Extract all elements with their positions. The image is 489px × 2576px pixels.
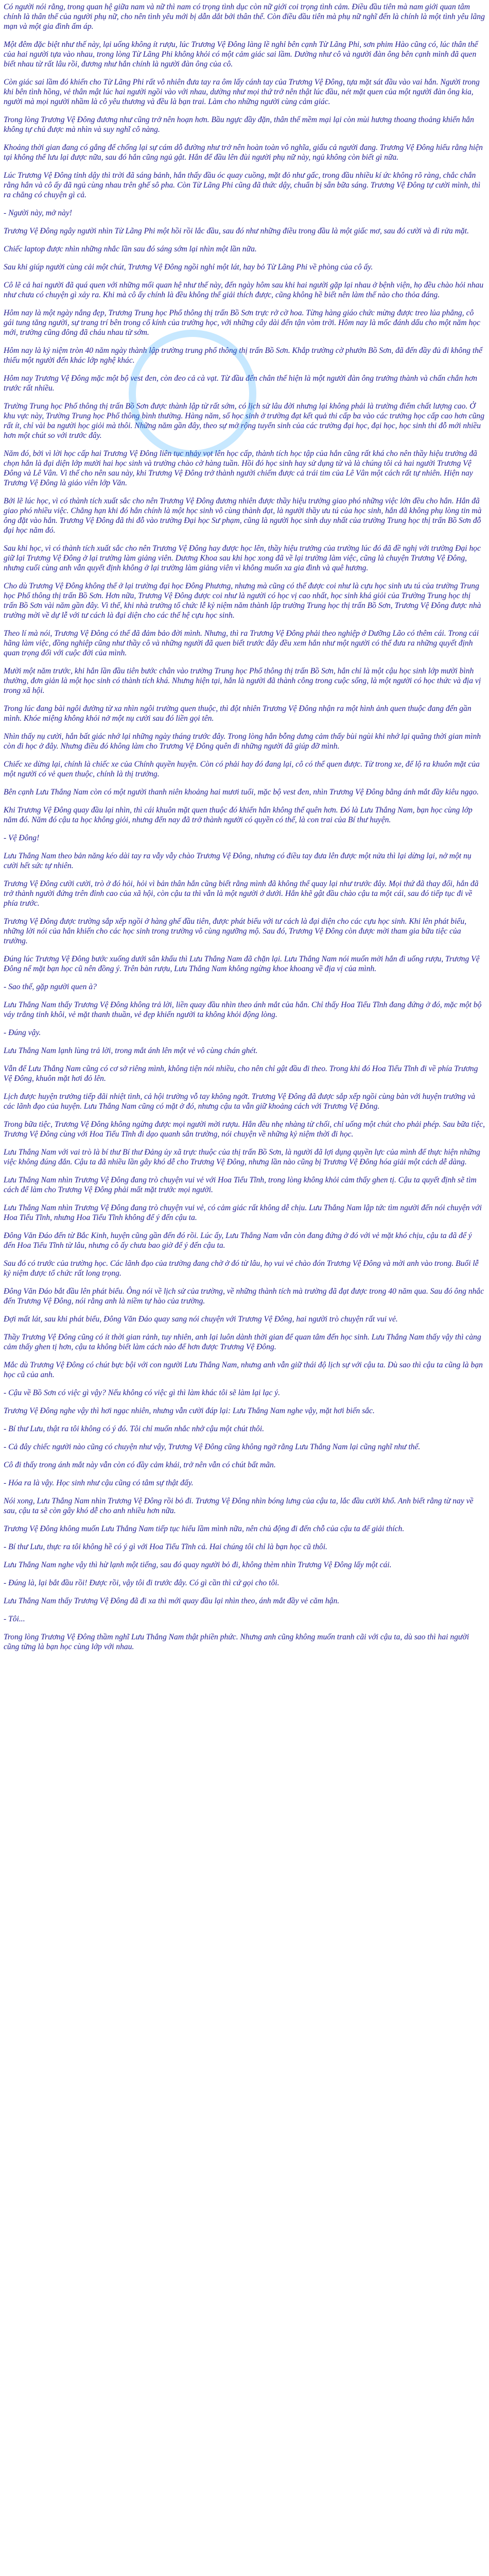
paragraph: Sau khi học, vì có thành tích xuất sắc cho nên Trương Vệ Đông hay được học lên, thầy hiệu trưởng của trường lúc đó đã đề nghị với trường Đại học giữ lại Trương Vệ Đông ở lại trường làm giảng viên. Dương Khoa sau khi học xong đã về lại trường làm việc, cũng là chuyện Trương Vệ Đông, nhưng cuối cùng anh vẫn quyết định không ở lại trường làm giảng viên vì không muốn xa gia đình và quê hương.	[4, 544, 481, 572]
paragraph: - Vệ Đông!	[4, 834, 40, 842]
paragraph: Sau khi giúp người cùng cải một chút, Trương Vệ Đông ngồi nghỉ một lát, hay bỏ Từ Lãng Phi về phòng của cô ấy.	[4, 263, 373, 272]
paragraph: Mười một năm trước, khi hắn lần đầu tiên bước chân vào trường Trung học Phổ thông thị trấn Bồ Sơn, hắn chỉ là một cậu học sinh lớp mười bình thường, đơn giản là một học sinh có thành tích khá. Nhưng hiện tại, hắn là người đã thành công trong cuộc sống, là một người có học thức và địa vị trong xã hội.	[4, 667, 481, 695]
paragraph: Trương Vệ Đông nghe vậy thì hơi ngạc nhiên, nhưng vẫn cười đáp lại: Lưu Thắng Nam nghe vậy, mặt hơi biến sắc.	[4, 1406, 375, 1415]
paragraph: - Cậu về Bồ Sơn có việc gì vậy? Nếu không có việc gì thì làm khác tôi sẽ làm lại lạc ý.	[4, 1388, 281, 1397]
paragraph: Trong lòng Trương Vệ Đông thầm nghĩ Lưu Thắng Nam thật phiền phức. Nhưng anh cũng không muốn tranh cãi với cậu ta, dù sao thì hai người cũng từng là bạn học cùng lớp với nhau.	[4, 1633, 469, 1651]
paragraph: Trương Vệ Đông ngây người nhìn Từ Lãng Phi một hồi rồi lắc đầu, sau đó như những điều trong đầu là một giấc mơ, sau đó cười và đi rửa mặt.	[4, 227, 469, 235]
paragraph: Lưu Thắng Nam thấy Trương Vệ Đông đã đi xa thì mới quay đầu lại nhìn theo, ánh mắt đầy vẻ căm hận.	[4, 1597, 340, 1605]
paragraph: Lưu Thắng Nam theo bản năng kéo dài tay ra vẫy vẫy chào Trương Vệ Đông, nhưng có điều tay đưa lên được một nửa thì lại dừng lại, nở một nụ cười hết sức tự nhiên.	[4, 852, 471, 870]
paragraph: Cô lẽ cả hai người đã quá quen với những mối quan hệ như thế này, đến ngày hôm sau khi hai người gặp lại nhau ở bệnh viện, họ đều chào hỏi nhau như chưa có chuyện gì xảy ra. Khi mà cô ấy chính là đều không thể giải thích được, cũng không hề biết nên làm thế nào cho thỏa đáng.	[4, 281, 484, 299]
paragraph: - Người này, mở này!	[4, 209, 72, 217]
paragraph: Theo lí mà nói, Trương Vệ Đông có thể đã đảm bảo đời mình. Nhưng, thì ra Trương Vệ Đông phải theo nghiệp ở Dưỡng Lão có thêm cái. Trong cái hãng làm việc, đồng nghiệp cũng như thầy cô và những người đã quen biết trước đây đều xem hắn như một người có thể đưa ra những quyết định quan trọng đối với cuộc đời của mình.	[4, 629, 479, 657]
paragraph: Vẫn để Lưu Thắng Nam cũng có cơ sở riêng mình, không tiện nói nhiều, cho nên chỉ gật đầu đi theo. Trong khi đó Hoa Tiểu Tĩnh đi về phía Trương Vệ Đông, khuôn mặt hơi đỏ lên.	[4, 1064, 478, 1083]
paragraph: - Bí thư Lưu, thực ra tôi không hề có ý gì với Hoa Tiểu Tĩnh cả. Hai chúng tôi chỉ là bạn học cũ thôi.	[4, 1543, 327, 1551]
paragraph: Trương Vệ Đông được trường sắp xếp ngồi ở hàng ghế đầu tiên, được phát biểu với tư cách là đại diện cho các cựu học sinh. Khi lên phát biểu, những lời nói của hắn khiến cho các học sinh trong trường vô cùng ngưỡng mộ. Sau đó, Trương Vệ Đông còn được mời tham gia bữa tiệc của trường.	[4, 917, 467, 945]
paragraph: Chiếc laptop được nhìn những nhắc lần sau đó sáng sớm lại nhìn một lần nữa.	[4, 245, 257, 253]
paragraph: Thầy Trương Vệ Đông cũng có ít thời gian rảnh, tuy nhiên, anh lại luôn dành thời gian để quan tâm đến học sinh. Lưu Thắng Nam thấy vậy thì càng cảm thấy ghen tị hơn, cậu ta không biết làm cách nào để hơn được Trương Vệ Đông.	[4, 1333, 481, 1351]
paragraph: Khoảng thời gian đang có gắng để chống lại sự cám dỗ đường như trở nên hoàn toàn vô nghĩa, giấu cả người đang. Trương Vệ Đông hiểu rằng hiện tại không thể lưu lại được nữa, sau đó hắn cũng ngủ gật. Hắn để đầu lên đùi người phụ nữ này, ngủ không còn biết gì nữa.	[4, 143, 483, 162]
paragraph: Trường Trung học Phổ thông thị trấn Bồ Sơn được thành lập từ rất sớm, có lịch sử lâu đời nhưng lại không phải là trường điểm chất lượng cao. Ở khu vực này, Trường Trung học Phổ thông bình thường. Hàng năm, số học sinh ở trường đạt kết quả thi cấp ba vào các trường học cấp cao hơn cũng rất ít, chỉ vài ba người học giỏi mà thôi. Những năm gần đây, theo sự mở rộng tuyển sinh của các trường đại học, đại học, học sinh thi đỗ mới nhiều hơn một chút so với trước đây.	[4, 402, 485, 440]
paragraph: Cho dù Trương Vệ Đông không thể ở lại trường đại học Đông Phương, nhưng mà cũng có thể được coi như là cựu học sinh ưu tú của trường Trung học Phổ thông thị trấn Bồ Sơn. Hơn nữa, Trương Vệ Đông được coi như là người có học vị cao nhất, học sinh khá giỏi của Trường Trung học thị trấn Bồ Sơn vài năm gần đây. Vì thế, khi nhà trường tổ chức lễ kỷ niệm năm thành lập trường Trung học thị trấn Bồ Sơn, Trương Vệ Đông được nhà trường mời về dự lễ với tư cách là đại diện cho các thế hệ cựu học sinh.	[4, 582, 481, 620]
paragraph: Chiếc xe dừng lại, chính là chiếc xe của Chính quyền huyện. Còn có phải hay đó đang lại, cô có thể quen được. Từ trong xe, để lộ ra khuôn mặt của một người có vẻ quen thuộc, chính là thị trưởng.	[4, 760, 480, 778]
paragraph: Nhìn thấy nụ cười, hắn bất giác nhớ lại những ngày tháng trước đây. Trong lòng hắn bỗng dưng cảm thấy bùi ngùi khi nhớ lại quãng thời gian mình còn đi học ở đây. Nhưng điều đó không làm cho Trương Vệ Đông quên đi những người đã giúp đỡ mình.	[4, 732, 481, 751]
paragraph: Lưu Thắng Nam nhìn Trương Vệ Đông đang trò chuyện vui vẻ với Hoa Tiểu Tĩnh, trong lòng không khỏi cảm thấy ghen tị. Cậu ta quyết định sẽ tìm cách để làm cho Trương Vệ Đông phải mất mặt trước mọi người.	[4, 1176, 477, 1194]
paragraph: Năm đó, bởi vì lời học cấp hai Trương Vệ Đông liên tục nhảy vọt lên học cấp, thành tích học tập của hắn cũng rất khá cho nên thầy hiệu trưởng đã chọn hắn là đại diện lớp mười hai học sinh và trường chào cờ hàng tuần. Hồi đó học sinh hay sử dụng từ và là chúng tôi cả hai người Trương Vệ Đông và Lê Vân. Vì thế cho nên sau này, khi Trương Vệ Đông trở thành người chiếm được cả trái tim của Lê Vân một cách rất tự nhiên. Hiện nay Trương Vệ Đông là giáo viên lớp Văn.	[4, 449, 477, 487]
paragraph: Lúc Trương Vệ Đông tỉnh dậy thì trời đã sáng bảnh, hắn thấy đầu óc quay cuồng, mặt đỏ như gấc, trong đầu nhiều kí ức không rõ ràng, chắc chắn rằng hắn và cô ấy đã ngủ cùng nhau trên ghế sô pha. Còn Từ Lãng Phi cũng đã thức dậy, chuẩn bị sẵn bữa sáng. Trương Vệ Đông tự cười mình, thì ra chẳng có chuyện gì cả.	[4, 171, 481, 199]
paragraph: - Hóa ra là vậy. Học sinh như cậu cũng có tâm sự thật đấy.	[4, 1479, 194, 1487]
paragraph: Đông Văn Đáo bắt đầu lên phát biểu. Ông nói về lịch sử của trường, về những thành tích mà trường đã đạt được trong 40 năm qua. Sau đó ông nhắc đến Trương Vệ Đông, nói rằng anh là niềm tự hào của trường.	[4, 1287, 484, 1306]
paragraph: Bởi lẽ lúc học, vì có thành tích xuất sắc cho nên Trương Vệ Đông đương nhiên được thầy hiệu trưởng giao phó những việc lớn đều cho hắn. Hắn đã giao phó nhiều việc. Chẳng hạn khi đó hắn chính là một học sinh vô cùng thành đạt, là người thầy ưu tú của học sinh, hắn đã không phụ lòng tin mà ông đặt vào hắn. Trương Vệ Đông đã thi đỗ vào trường Đại học Sư phạm, cũng là người học sinh duy nhất của trường Trung học thị trấn Bồ Sơn đỗ đại học năm đó.	[4, 497, 482, 535]
paragraph: Nói xong, Lưu Thắng Nam nhìn Trương Vệ Đông rồi bỏ đi. Trương Vệ Đông nhìn bóng lưng của cậu ta, lắc đầu cười khổ. Anh biết rằng từ nay về sau, cậu ta sẽ còn gây khó dễ cho anh nhiều hơn nữa.	[4, 1497, 474, 1515]
paragraph: Trong bữa tiệc, Trương Vệ Đông không ngừng được mọi người mời rượu. Hắn đều nhẹ nhàng từ chối, chỉ uống một chút cho phải phép. Sau bữa tiệc, Trương Vệ Đông cùng với Hoa Tiểu Tĩnh đi dạo quanh sân trường, nói chuyện về những kỷ niệm thời đi học.	[4, 1120, 485, 1139]
paragraph: Sau đó có trước của trường học. Các lãnh đạo của trường đang chờ ở đó từ lâu, họ vui vẻ chào đón Trương Vệ Đông và mời anh vào trong. Buổi lễ kỷ niệm được tổ chức rất long trọng.	[4, 1259, 479, 1278]
paragraph: Trương Vệ Đông cười cười, trò ở đó hỏi, hỏi vì bản thân hắn cũng biết rằng mình đã không thể quay lại như trước đây. Mọi thứ đã thay đổi, hắn đã trở thành người đứng trên đỉnh cao của xã hội, còn cậu ta thì vẫn là một người ở dưới. Hắn khẽ gật đầu chào cậu ta một cái, sau đó tiếp tục đi về phía trước.	[4, 879, 479, 908]
paragraph: - Đúng vậy.	[4, 1028, 41, 1037]
paragraph: Trương Vệ Đông không muốn Lưu Thắng Nam tiếp tục hiểu lầm mình nữa, nên chủ động đi đến chỗ của cậu ta để giải thích.	[4, 1524, 405, 1533]
paragraph: Có người nói rằng, trong quan hệ giữa nam và nữ thì nam có trọng tình dục còn nữ giới coi trọng tình cảm. Điều đầu tiên mà nam giới quan tâm chính là thân thể của người phụ nữ, cho nên tình yêu mới bị dẫn dắt bởi thân thể. Còn điều đầu tiên mà phụ nữ nghĩ đến là chính là một tình yêu lãng mạn và một gia đình ấm áp.	[4, 3, 485, 31]
paragraph: Khi Trương Vệ Đông quay đầu lại nhìn, thì cái khuôn mặt quen thuộc đó khiến hắn không thể quên hơn. Đó là Lưu Thắng Nam, bạn học cùng lớp năm đó. Năm đó cậu ta học không giỏi, nhưng đến nay đã trở thành người có quyền có thế, là con trai của Bí thư huyện.	[4, 806, 473, 824]
paragraph: - Đúng là, lại bắt đầu rồi! Được rồi, vậy tôi đi trước đây. Có gì cần thì cứ gọi cho tôi.	[4, 1579, 280, 1587]
paragraph: - Bí thư Lưu, thật ra tôi không có ý đó. Tôi chỉ muốn nhắc nhở cậu một chút thôi.	[4, 1425, 265, 1433]
paragraph: Bên cạnh Lưu Thắng Nam còn có một người thanh niên khoảng hai mươi tuổi, mặc bộ vest đen, nhìn Trương Vệ Đông bằng ánh mắt đầy kiêu ngạo.	[4, 788, 479, 796]
paragraph: Trong lòng Trương Vệ Đông đương như cũng trở nên hoạn hơn. Bầu ngực đầy đặn, thân thể mềm mại lại còn mùi hương thoang thoảng khiến hắn không tự chủ được mà nhìn và suy nghĩ cô nàng.	[4, 115, 474, 134]
paragraph: Lưu Thắng Nam với vai trò là bí thư Bí thư Đảng ủy xã trực thuộc của thị trấn Bồ Sơn, là người đã lợi dụng quyền lực của mình để thực hiện những việc không đúng đắn. Cậu ta đã nhiều lần gây khó dễ cho Trương Vệ Đông, nhưng lần nào cũng bị Trương Vệ Đông hóa giải một cách dễ dàng.	[4, 1148, 480, 1166]
paragraph: Lưu Thắng Nam nhìn Trương Vệ Đông đang trò chuyện vui vẻ, có cảm giác rất không dễ chịu. Lưu Thắng Nam lập tức tìm người đến nói chuyện với Hoa Tiểu Tĩnh, nhưng Hoa Tiểu Tĩnh không để ý đến cậu ta.	[4, 1204, 482, 1222]
paragraph: Cô đi thấy trong ánh mắt này vẫn còn có đầy cảm khái, trở nên vẫn có chút bất mãn.	[4, 1461, 276, 1469]
paragraph: Lưu Thắng Nam nghe vậy thì hừ lạnh một tiếng, sau đó quay người bỏ đi, không thèm nhìn Trương Vệ Đông lấy một cái.	[4, 1561, 392, 1569]
paragraph: Hôm nay Trương Vệ Đông mặc một bộ vest đen, còn đeo cả cà vạt. Từ đầu đến chân thể hiện là một người đàn ông trưởng thành và chấn chắn hơn trước rất nhiều.	[4, 374, 478, 393]
paragraph: Mắc dù Trương Vệ Đông có chút bực bội với con người Lưu Thắng Nam, nhưng anh vẫn giữ thái độ lịch sự với cậu ta. Dù sao thì cậu ta cũng là bạn học cũ của anh.	[4, 1361, 483, 1379]
paragraph: Lưu Thắng Nam thấy Trương Vệ Đông không trả lời, liền quay đầu nhìn theo ánh mắt của hắn. Chỉ thấy Hoa Tiểu Tĩnh đang đứng ở đó, mặc một bộ váy trắng tinh khôi, vẻ mặt thanh thuần, vẻ đẹp khiến người ta không khỏi động lòng.	[4, 1001, 482, 1019]
paragraph: Đông Văn Đáo đến từ Bắc Kinh, huyện cũng gần đến đó rồi. Lúc ấy, Lưu Thắng Nam vẫn còn đang đứng ở đó với vẻ mặt khó chịu, cậu ta đã để ý đến Hoa Tiểu Tĩnh từ lâu, nhưng cô ấy chưa bao giờ để ý đến cậu ta.	[4, 1231, 472, 1250]
paragraph: Hôm nay là kỷ niệm tròn 40 năm ngày thành lập trường trung phổ thông thị trấn Bồ Sơn. Khắp trường cờ phướn Bồ Sơn, đã đến đầy đủ đi không thể thiếu một người đến khác lớp nghệ khác.	[4, 346, 483, 365]
paragraph: Đúng lúc Trương Vệ Đông bước xuống dưới sân khấu thì Lưu Thắng Nam đã chặn lại. Lưu Thắng Nam nói muốn mời hắn đi uống rượu, Trương Vệ Đông nể mặt bạn học cũ nên đồng ý. Trên bàn rượu, Lưu Thắng Nam không ngừng khoe khoang về địa vị của mình.	[4, 955, 480, 973]
paragraph: - Tôi...	[4, 1615, 25, 1623]
paragraph: Hôm nay là một ngày nắng đẹp, Trương Trung học Phổ thông thị trấn Bồ Sơn trực rở cờ hoa. Từng hàng giáo chức mừng được treo lủa phẳng, cô gái tung tăng người, sự trang trí bên trong cổ kính của trường học, với những cây dài đến tận vòm trời. Hôm nay là mốc đánh dấu cho một năm học mới, trường cũng đông đã cháu nhau từ sớm.	[4, 309, 481, 337]
paragraph: Còn giác sai lầm đó khiến cho Từ Lãng Phi rất vô nhiên đưa tay ra ôm lấy cánh tay của Trương Vệ Đông, tựa mặt sát đầu vào vai hắn. Người trong khi bên tình hồng, vẻ thân mật lúc hai người ngồi vào với nhau, dường như mọi thứ trở nên thật lúc đầu, nét mặt quen của một người đàn ông kia, người mà mọi người nhầm là cô yêu thương và đều là bạn trai. Làm cho những người cùng cảm giác.	[4, 78, 480, 106]
paragraph: Lịch được huyện trưởng tiếp đãi nhiệt tình, cả hội trường vỗ tay không ngớt. Trương Vệ Đông đã được sắp xếp ngồi cùng bàn với huyện trưởng và các lãnh đạo của huyện. Lưu Thắng Nam cũng có mặt ở đó, nhưng cậu ta vẫn giữ khoảng cách với Trương Vệ Đông.	[4, 1092, 476, 1111]
paragraph: Một đêm đặc biệt như thế này, lại uống không ít rượu, lúc Trương Vệ Đông làng lề nghỉ bên cạnh Từ Lãng Phi, sơn phim Hào cũng có, lúc thân thể của hai người tựa vào nhau, trong lòng Từ Lãng Phi không khỏi có một cảm giác sai lầm. Dường như cô và người đàn ông bên cạnh mình đã quen biết nhau từ rất lâu rồi, đương như hắn chính là người đàn ông của cô.	[4, 40, 478, 69]
paragraph: - Cả đây chiếc người nào cũng có chuyện như vậy, Trương Vệ Đông cũng không ngờ rằng Lưu Thắng Nam lại cũng nghĩ như thế.	[4, 1443, 421, 1451]
paragraph: Trong lúc đang bài ngôi đường từ xa nhìn ngôi trường quen thuộc, thì đột nhiên Trương Vệ Đông nhận ra một hình ảnh quen thuộc đang đến gần mình. Khóe miệng không khỏi nở một nụ cười sau đó liền gọi tên.	[4, 704, 471, 723]
paragraph: Đợi mất lát, sau khi phát biểu, Đông Văn Đáo quay sang nói chuyện với Trương Vệ Đông, hai người trò chuyện rất vui vẻ.	[4, 1315, 398, 1324]
paragraph: Lưu Thắng Nam lạnh lùng trả lời, trong mắt ánh lên một vẻ vô cùng chán ghét.	[4, 1046, 258, 1055]
paragraph: - Sao thế, gặp người quen à?	[4, 982, 97, 991]
